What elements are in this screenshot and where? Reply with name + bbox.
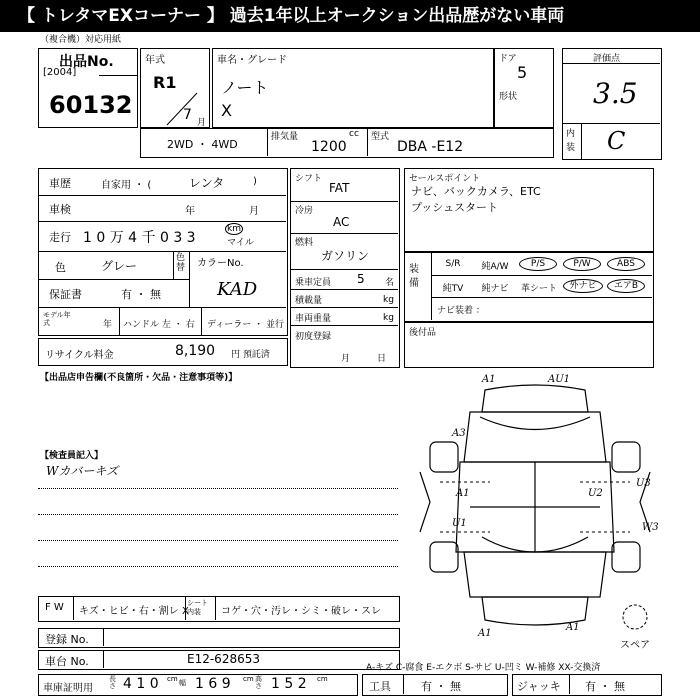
seat-label: シート内装 (187, 599, 208, 616)
seller-notes-label: 【出品店申告欄(不良箇所・欠品・注意事項等)】 (40, 373, 238, 383)
year-box (140, 48, 210, 128)
inspection-label: 車検 (49, 203, 71, 216)
mark-u1-left-rear: U1 (452, 518, 467, 529)
lot-number: 60132 (49, 91, 133, 119)
mark-a3-fender: A3 (452, 428, 466, 439)
aftermarket-box (404, 322, 654, 368)
score-value: 3.5 (593, 77, 638, 110)
tools-label: 工具 (369, 680, 391, 693)
inspector-notes-label: 【検査員記入】 (40, 451, 104, 461)
fuel-value: ガソリン (321, 249, 370, 263)
capacity-unit: 名 (385, 278, 395, 288)
recycle-value: 8,190 (175, 343, 216, 359)
registration-day: 日 (377, 354, 387, 364)
equip-pw: P/W (563, 257, 601, 271)
score-box (562, 48, 662, 160)
mileage-label: 走行 (49, 231, 71, 244)
cert-height-label: 高さ (255, 675, 262, 690)
history-options: 自家用 ・ ( (101, 180, 152, 191)
cert-width-value: 1 6 9 (195, 676, 231, 692)
inspection-year: 年 (185, 206, 195, 217)
warranty-label: 保証書 (49, 288, 82, 301)
history-close: ) (253, 176, 257, 187)
recycle-row (38, 338, 288, 366)
equip-ext-navi: 外ナビ (563, 279, 603, 293)
inspector-notes-text: Wカバーキズ (46, 464, 119, 478)
equip-ps: P/S (519, 257, 557, 271)
equipment-label: 装備 (409, 264, 419, 289)
mark-u3-right: U3 (636, 478, 651, 489)
model-value: DBA -E12 (397, 139, 464, 155)
lot-stamp: [2004] (43, 67, 77, 78)
car-label: 車名・グレード (217, 55, 287, 66)
drive-type: 2WD ・ 4WD (167, 138, 238, 151)
selling-points-line2: プッシュスタート (411, 201, 499, 214)
color-value: グレー (101, 259, 138, 273)
equip-navi: 純ナビ (481, 284, 509, 294)
jack-label: ジャッキ (517, 680, 561, 693)
aftermarket-label: 後付品 (409, 328, 437, 338)
model-year-label: モデル年式 (43, 311, 71, 327)
displacement-unit: cc (349, 129, 359, 139)
cert-length-value: 4 1 0 (123, 676, 159, 692)
spec-left (38, 168, 288, 336)
reg-label: 登録 No. (45, 633, 89, 646)
cert-row (38, 674, 358, 696)
equip-abs: ABS (607, 257, 645, 271)
capacity-value: 5 (357, 272, 365, 286)
selling-points-label: セールスポイント (409, 174, 481, 184)
history-value: レンタ (189, 176, 225, 190)
displacement-value: 1200 (311, 139, 347, 155)
interior-label: 内装 (566, 129, 576, 153)
year-month: 7 (183, 107, 192, 123)
lot-label: 出品No. (59, 54, 114, 70)
cert-height-unit: cm (317, 675, 328, 683)
repaint-label: 色替 (176, 253, 186, 273)
mark-au1-front-right: AU1 (548, 374, 571, 385)
cert-label: 車庫証明用 (43, 683, 93, 694)
spec-middle (290, 168, 400, 368)
lot-box (38, 48, 138, 128)
mark-u2-right-door: U2 (588, 488, 603, 499)
navi-label: ナビ装着 ： (437, 306, 485, 316)
equipment-box (404, 252, 654, 322)
inspection-month: 月 (249, 206, 259, 217)
equip-sr: S/R (445, 259, 461, 269)
mark-a1-front-left: A1 (482, 374, 496, 385)
car-grade: X (221, 101, 232, 120)
cert-length-label: 長さ (109, 675, 116, 690)
fw-label: F W (45, 602, 64, 613)
displacement-label: 排気量 (271, 132, 299, 142)
chassis-row (38, 650, 400, 670)
color-no-value: KAD (217, 279, 258, 300)
registration-month: 月 (341, 354, 351, 364)
jack-box (512, 674, 662, 696)
recycle-unit: 円 預託済 (231, 350, 270, 360)
chassis-label: 車台 No. (45, 655, 89, 668)
tools-box (362, 674, 508, 696)
car-box (212, 48, 494, 128)
mileage-mile: マイル (227, 238, 254, 248)
interior-value: C (607, 127, 626, 155)
equip-alloy: 純A/W (481, 262, 509, 272)
shift-value: FAT (329, 181, 350, 195)
fw-row (38, 596, 400, 622)
registration-label: 初度登録 (295, 332, 332, 342)
warranty-value: 有 ・ 無 (121, 288, 161, 301)
history-label: 車歴 (49, 177, 71, 190)
equip-leather: 革シート (520, 284, 557, 294)
selling-points-line1: ナビ、バックカメラ、ETC (411, 185, 541, 198)
mark-a1-rear-right: A1 (566, 622, 580, 633)
tools-value: 有 ・ 無 (421, 680, 461, 693)
model-label: 型式 (371, 132, 390, 142)
recycle-label: リサイクル料金 (45, 350, 114, 361)
selling-points-box (404, 168, 654, 252)
car-damage-diagram (410, 372, 660, 652)
form-subheading: （複合機）対応用紙 (40, 35, 122, 45)
doors-value: 5 (517, 63, 528, 82)
weight-label: 車両重量 (295, 314, 332, 324)
cert-width-unit: cm (243, 675, 254, 683)
aircon-label: 冷房 (295, 206, 314, 216)
weight-unit: kg (383, 313, 394, 323)
damage-legend: A-キズ C-腐食 E-エクボ S-サビ U-凹ミ W-補修 XX-交換済 (366, 663, 601, 673)
dealer-option: ディーラー ・ 並行 (207, 320, 285, 330)
jack-value: 有 ・ 無 (585, 680, 625, 693)
color-no-label: カラーNo. (197, 258, 244, 269)
car-name: ノート (221, 78, 269, 97)
year-slash (161, 89, 201, 129)
banner-title: 【 トレタマEXコーナー 】 過去1年以上オークション出品歴がない車両 (0, 0, 700, 32)
reg-row (38, 628, 400, 648)
load-unit: kg (383, 295, 394, 305)
mileage-value: 1 0 万 4 千 0 3 3 (83, 230, 196, 246)
color-label: 色 (55, 261, 66, 274)
year-label: 年式 (145, 55, 165, 66)
equip-airbag: エアB (607, 279, 645, 293)
spare-label: スペア (620, 640, 650, 651)
drive-row (140, 128, 554, 158)
cert-length-unit: cm (167, 675, 178, 683)
fuel-label: 燃料 (295, 238, 314, 248)
handle-option: ハンドル 左 ・ 右 (123, 320, 195, 330)
cert-height-value: 1 5 2 (271, 676, 307, 692)
year-month-unit: 月 (197, 118, 207, 128)
mileage-km: km (225, 223, 243, 235)
doors-label: ドア (499, 54, 517, 64)
doors-box (494, 48, 554, 128)
seat-text: コゲ・穴・汚レ・シミ・破レ・スレ (221, 606, 381, 617)
load-label: 積載量 (295, 296, 323, 306)
chassis-value: E12-628653 (187, 652, 260, 666)
year-era: R1 (153, 73, 177, 92)
aircon-value: AC (333, 215, 350, 229)
fw-text: キズ・ヒビ・右・割レ X (79, 606, 189, 617)
score-label: 評価点 (593, 54, 621, 64)
mark-a1-left-door: A1 (456, 488, 470, 499)
capacity-label: 乗車定員 (295, 278, 332, 288)
cert-width-label: 幅 (179, 679, 186, 687)
shift-label: シフト (295, 174, 323, 184)
model-year-unit: 年 (103, 320, 113, 330)
mark-w3-right-rear: W3 (642, 522, 659, 533)
shape-label: 形状 (499, 92, 518, 102)
equip-tv: 純TV (442, 284, 464, 294)
mark-a1-rear-left: A1 (478, 628, 492, 639)
